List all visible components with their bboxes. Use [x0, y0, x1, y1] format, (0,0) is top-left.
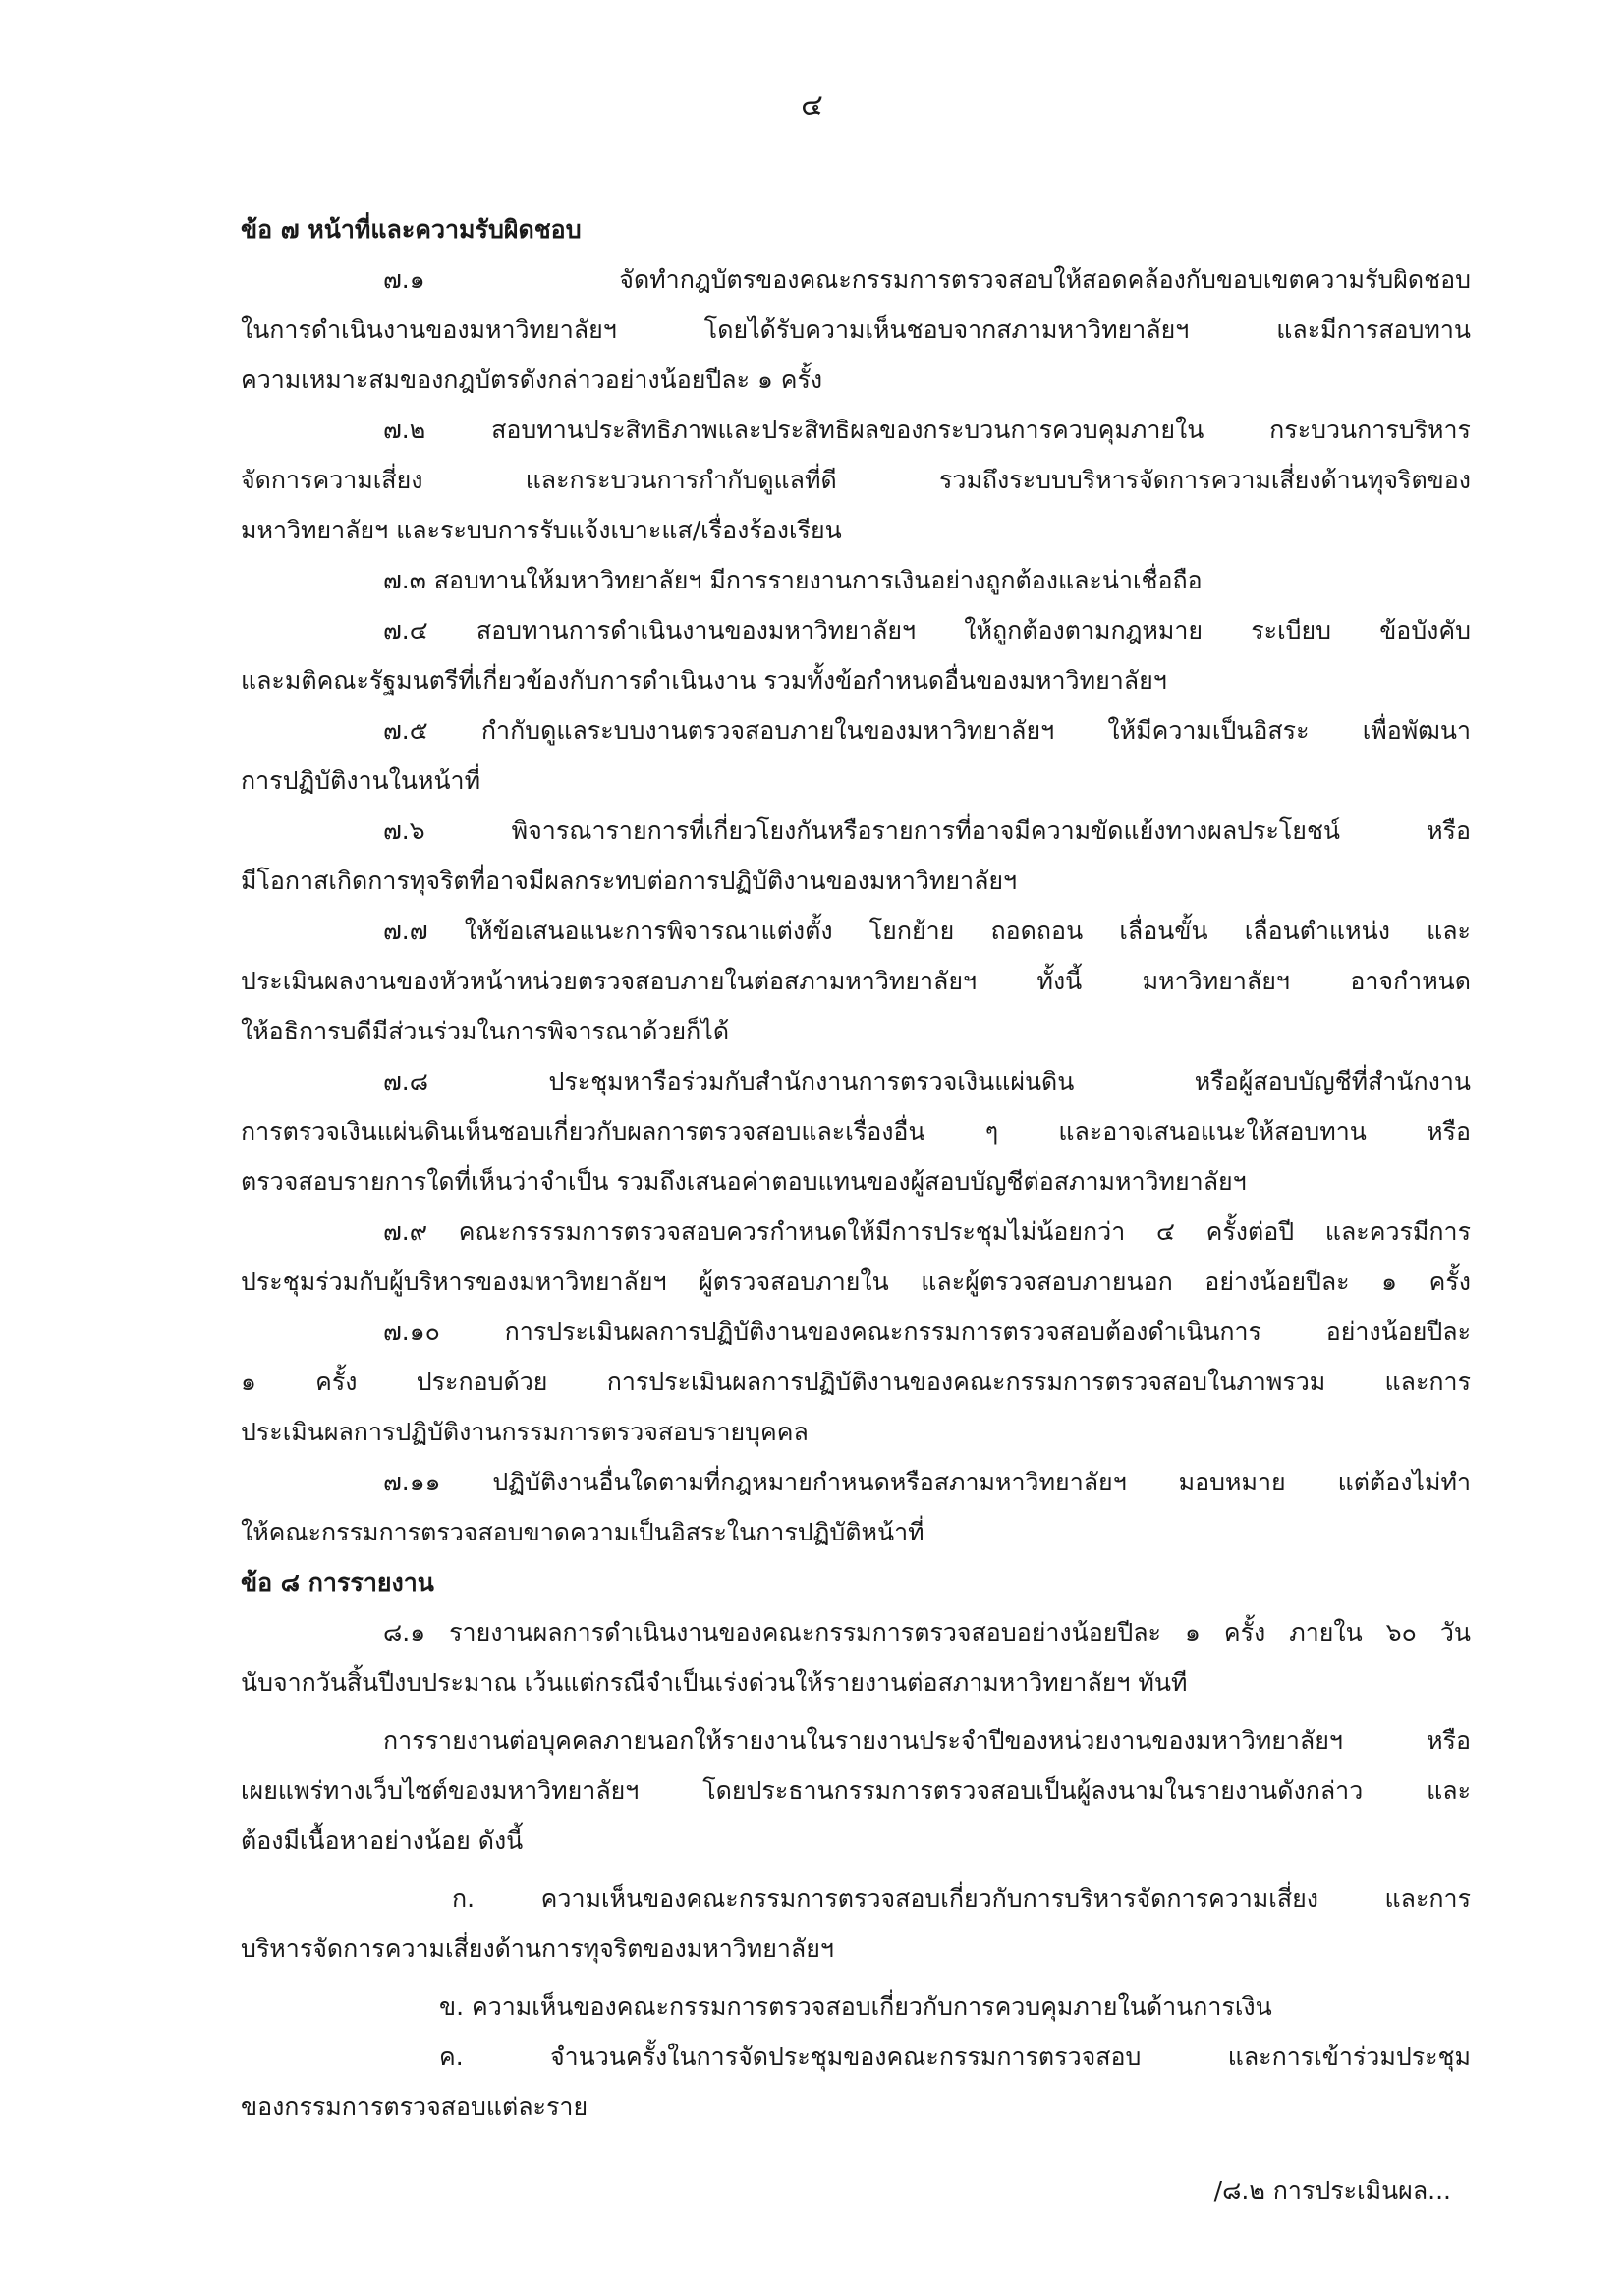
item-7-2-line-1: ๗.๒ สอบทานประสิทธิภาพและประสิทธิผลของกระบวนการควบคุมภายใน กระบวนการบริหาร [383, 416, 1471, 444]
sub-item-c-line-2: ของกรรมการตรวจสอบแต่ละราย [241, 2093, 588, 2121]
item-8-1-line-2: นับจากวันสิ้นปีงบประมาณ เว้นแต่กรณีจำเป็นเร่งด่วนให้รายงานต่อสภามหาวิทยาลัยฯ ทันที [241, 1668, 1188, 1697]
item-7-10-line-3: ประเมินผลการปฏิบัติงานกรรมการตรวจสอบรายบุคคล [241, 1418, 809, 1446]
item-7-1-line-3: ความเหมาะสมของกฎบัตรดังกล่าวอย่างน้อยปีละ ๑ ครั้ง [241, 365, 823, 394]
sub-item-b-line-1: ข. ความเห็นของคณะกรรมการตรวจสอบเกี่ยวกับการควบคุมภายในด้านการเงิน [439, 1992, 1272, 2021]
item-7-2-line-2: จัดการความเสี่ยง และกระบวนการกำกับดูแลที่ดี รวมถึงระบบบริหารจัดการความเสี่ยงด้านทุจริตของ [241, 466, 1471, 494]
external-report-line-2: เผยแพร่ทางเว็บไซต์ของมหาวิทยาลัยฯ โดยประธานกรรมการตรวจสอบเป็นผู้ลงนามในรายงานดังกล่าว และ [241, 1776, 1471, 1805]
item-7-10-line-1: ๗.๑๐ การประเมินผลการปฏิบัติงานของคณะกรรมการตรวจสอบต้องดำเนินการ อย่างน้อยปีละ [383, 1317, 1471, 1346]
item-7-10-line-2: ๑ ครั้ง ประกอบด้วย การประเมินผลการปฏิบัติงานของคณะกรรมการตรวจสอบในภาพรวม และการ [241, 1368, 1471, 1396]
item-7-8-line-3: ตรวจสอบรายการใดที่เห็นว่าจำเป็น รวมถึงเสนอค่าตอบแทนของผู้สอบบัญชีต่อสภามหาวิทยาลัยฯ [241, 1167, 1247, 1196]
item-7-8-line-2: การตรวจเงินแผ่นดินเห็นชอบเกี่ยวกับผลการตรวจสอบและเรื่องอื่น ๆ และอาจเสนอแนะให้สอบทาน หรือ [241, 1117, 1471, 1146]
item-7-5-line-2: การปฏิบัติงานในหน้าที่ [241, 766, 481, 795]
item-7-9-line-1: ๗.๙ คณะกรรรมการตรวจสอบควรกำหนดให้มีการประชุมไม่น้อยกว่า ๔ ครั้งต่อปี และควรมีการ [383, 1217, 1471, 1246]
sub-item-a-line-1: ก. ความเห็นของคณะกรรมการตรวจสอบเกี่ยวกับการบริหารจัดการความเสี่ยง และการ [452, 1884, 1471, 1913]
item-7-1-line-1: ๗.๑ จัดทำกฎบัตรของคณะกรรมการตรวจสอบให้สอดคล้องกับขอบเขตความรับผิดชอบ [383, 265, 1471, 294]
page-number: ๔ [801, 88, 823, 123]
continuation-footer: /๘.๒ การประเมินผล... [1213, 2176, 1451, 2205]
item-7-7-line-2: ประเมินผลงานของหัวหน้าหน่วยตรวจสอบภายในต่อสภามหาวิทยาลัยฯ ทั้งนี้ มหาวิทยาลัยฯ อาจกำหนด [241, 967, 1471, 995]
item-7-11-line-2: ให้คณะกรรมการตรวจสอบขาดความเป็นอิสระในการปฏิบัติหน้าที่ [241, 1518, 924, 1546]
document-body [241, 204, 1471, 2132]
item-7-3-line-1: ๗.๓ สอบทานให้มหาวิทยาลัยฯ มีการรายงานการเงินอย่างถูกต้องและน่าเชื่อถือ [383, 566, 1203, 594]
item-7-9-line-2: ประชุมร่วมกับผู้บริหารของมหาวิทยาลัยฯ ผู้ตรวจสอบภายใน และผู้ตรวจสอบภายนอก อย่างน้อยปีละ ๑ ครั้ง [241, 1267, 1471, 1296]
external-report-line-3: ต้องมีเนื้อหาอย่างน้อย ดังนี้ [241, 1826, 524, 1855]
item-7-2-line-3: มหาวิทยาลัยฯ และระบบการรับแจ้งเบาะแส/เรื่องร้องเรียน [241, 516, 842, 544]
sub-item-c-line-1: ค. จำนวนครั้งในการจัดประชุมของคณะกรรมการตรวจสอบ และการเข้าร่วมประชุม [439, 2043, 1471, 2071]
item-7-7-line-3: ให้อธิการบดีมีส่วนร่วมในการพิจารณาด้วยก็ได้ [241, 1017, 730, 1045]
item-7-5-line-1: ๗.๕ กำกับดูแลระบบงานตรวจสอบภายในของมหาวิทยาลัยฯ ให้มีความเป็นอิสระ เพื่อพัฒนา [383, 716, 1471, 745]
sub-item-a-line-2: บริหารจัดการความเสี่ยงด้านการทุจริตของมหาวิทยาลัยฯ [241, 1934, 834, 1963]
item-7-6-line-1: ๗.๖ พิจารณารายการที่เกี่ยวโยงกันหรือรายการที่อาจมีความขัดแย้งทางผลประโยชน์ หรือ [383, 816, 1471, 845]
item-8-1-line-1: ๘.๑ รายงานผลการดำเนินงานของคณะกรรมการตรวจสอบอย่างน้อยปีละ ๑ ครั้ง ภายใน ๖๐ วัน [383, 1618, 1471, 1647]
item-7-7-line-1: ๗.๗ ให้ข้อเสนอแนะการพิจารณาแต่งตั้ง โยกย้าย ถอดถอน เลื่อนขั้น เลื่อนตำแหน่ง และ [383, 917, 1471, 945]
section-8-heading: ข้อ ๘ การรายงาน [241, 1568, 434, 1596]
item-7-4-line-1: ๗.๔ สอบทานการดำเนินงานของมหาวิทยาลัยฯ ให้ถูกต้องตามกฎหมาย ระเบียบ ข้อบังคับ [383, 616, 1471, 644]
item-7-1-line-2: ในการดำเนินงานของมหาวิทยาลัยฯ โดยได้รับความเห็นชอบจากสภามหาวิทยาลัยฯ และมีการสอบทาน [241, 315, 1471, 344]
item-7-6-line-2: มีโอกาสเกิดการทุจริตที่อาจมีผลกระทบต่อการปฏิบัติงานของมหาวิทยาลัยฯ [241, 867, 1018, 895]
item-7-8-line-1: ๗.๘ ประชุมหารือร่วมกับสำนักงานการตรวจเงินแผ่นดิน หรือผู้สอบบัญชีที่สำนักงาน [383, 1067, 1471, 1095]
item-7-4-line-2: และมติคณะรัฐมนตรีที่เกี่ยวข้องกับการดำเนินงาน รวมทั้งข้อกำหนดอื่นของมหาวิทยาลัยฯ [241, 666, 1167, 695]
item-7-11-line-1: ๗.๑๑ ปฏิบัติงานอื่นใดตามที่กฎหมายกำหนดหรือสภามหาวิทยาลัยฯ มอบหมาย แต่ต้องไม่ทำ [383, 1468, 1471, 1496]
external-report-line-1: การรายงานต่อบุคคลภายนอกให้รายงานในรายงานประจำปีของหน่วยงานของมหาวิทยาลัยฯ หรือ [383, 1726, 1471, 1755]
section-7-heading: ข้อ ๗ หน้าที่และความรับผิดชอบ [241, 215, 582, 244]
